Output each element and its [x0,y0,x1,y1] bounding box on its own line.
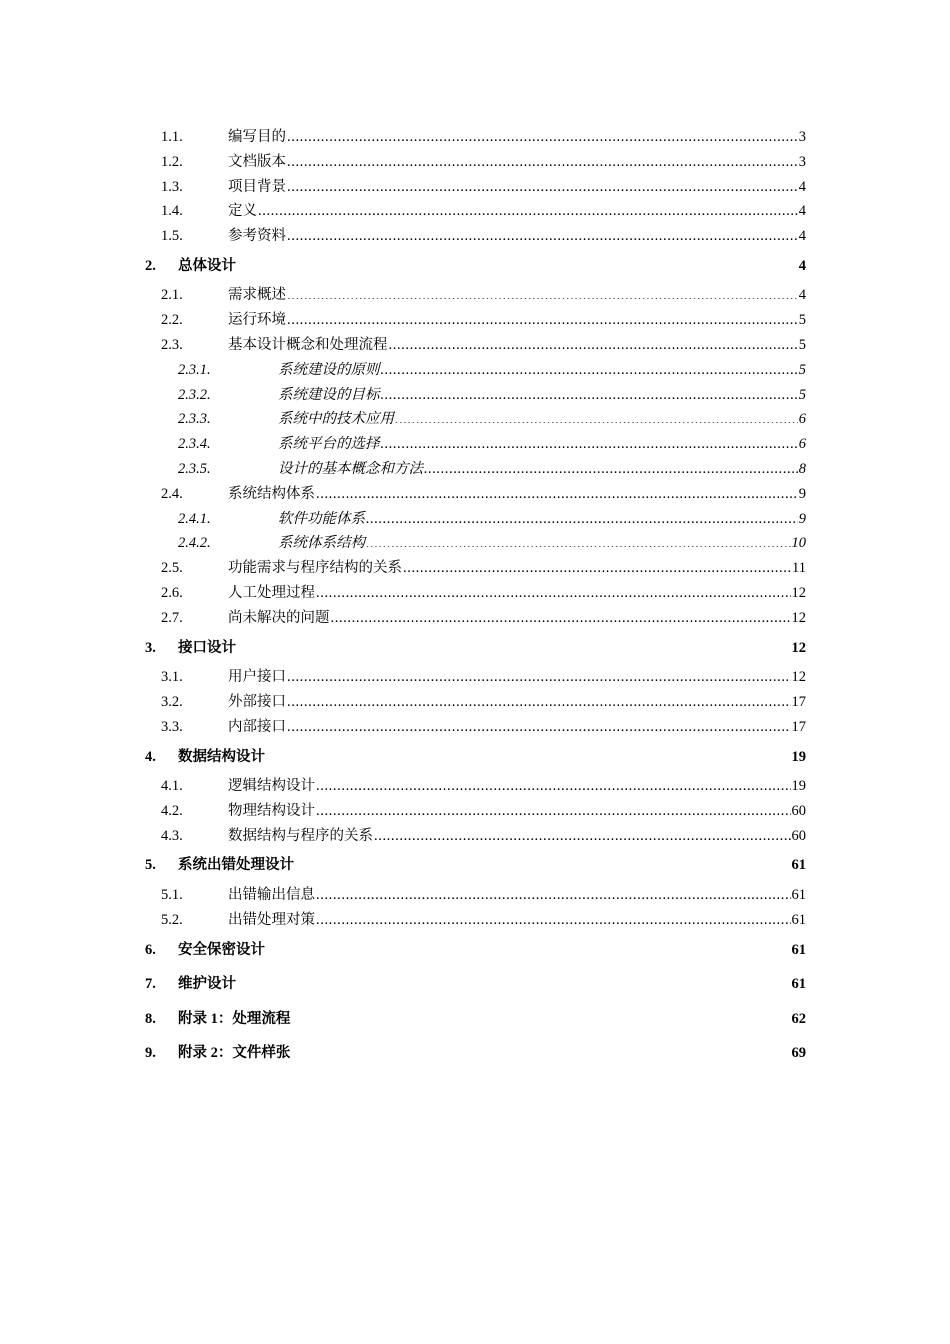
toc-subentry[interactable] [145,407,806,432]
toc-entry-number: 2.5. [161,560,183,577]
toc-entry-title: 尚未解决的问题 [228,609,330,626]
toc-subentry[interactable] [145,457,806,482]
toc-entry-page: 17 [791,693,806,710]
toc-entry-number: 2.3.1. [178,361,211,378]
toc-entry-number: 3.1. [161,669,183,686]
toc-entry-page: 5 [798,386,806,403]
dot-leader [291,1043,790,1058]
toc-entry-number: 2.6. [161,585,183,602]
toc-subentry[interactable] [145,531,806,556]
toc-entry-page: 12 [791,585,806,602]
toc-entry[interactable] [145,125,806,150]
dot-leader [237,974,791,989]
toc-entry[interactable] [145,665,806,690]
toc-entry-title: 项目背景 [228,178,286,195]
toc-entry[interactable] [145,308,806,333]
toc-chapter[interactable] [145,1036,806,1071]
toc-entry-page: 6 [798,411,806,428]
toc-entry-page: 19 [791,748,806,765]
toc-chapter[interactable] [145,848,806,883]
toc-entry-page: 10 [791,535,806,552]
dot-leader [287,691,791,706]
dot-leader [366,533,791,548]
toc-entry[interactable] [145,556,806,581]
dot-leader [287,151,798,166]
toc-entry-number: 5. [145,857,156,874]
toc-entry-title: 内部接口 [228,718,286,735]
toc-subentry[interactable] [145,507,806,532]
toc-entry-title: 系统建设的原则 [278,361,380,378]
toc-entry-number: 2.1. [161,287,183,304]
dot-leader [403,558,791,573]
toc-entry-page: 9 [798,485,806,502]
toc-entry-number: 8. [145,1010,156,1027]
toc-entry[interactable] [145,715,806,740]
toc-entry-page: 61 [791,857,806,874]
toc-entry-title: 系统平台的选择 [278,436,380,453]
toc-entry-number: 1.4. [161,203,183,220]
dot-leader [291,1008,790,1023]
toc-entry-title: 维护设计 [178,976,236,993]
toc-entry-title: 基本设计概念和处理流程 [228,337,388,354]
toc-entry-page: 12 [791,669,806,686]
toc-entry-page: 61 [791,976,806,993]
toc-entry-page: 5 [798,312,806,329]
toc-entry-title: 接口设计 [178,639,236,656]
toc-entry-title: 出错处理对策 [228,911,315,928]
toc-entry-title: 总体设计 [178,257,236,274]
table-of-contents [145,125,806,1071]
toc-entry-page: 19 [791,778,806,795]
dot-leader [237,637,791,652]
toc-entry-page: 4 [798,287,806,304]
toc-entry-title: 系统体系结构 [278,535,365,552]
toc-entry-page: 3 [798,129,806,145]
toc-entry-page: 4 [798,257,806,274]
toc-entry-title: 需求概述 [228,287,286,304]
toc-entry-page: 4 [798,203,806,220]
toc-entry-title: 功能需求与程序结构的关系 [228,560,402,577]
toc-entry-title: 系统结构体系 [228,485,315,502]
toc-entry-number: 6. [145,941,156,958]
dot-leader [389,335,798,350]
toc-entry-title: 数据结构与程序的关系 [228,827,373,844]
dot-leader [331,607,791,622]
toc-entry-number: 5.1. [161,886,183,903]
toc-entry-page: 61 [791,911,806,928]
toc-entry-title: 软件功能体系 [278,510,365,527]
toc-entry-page: 5 [798,361,806,378]
dot-leader [316,884,791,899]
toc-entry[interactable] [145,690,806,715]
dot-leader [381,359,798,374]
toc-entry[interactable] [145,175,806,200]
toc-entry-title: 编写目的 [228,129,286,145]
toc-entry-title: 附录 2：文件样张 [178,1045,291,1062]
toc-entry-title: 出错输出信息 [228,886,315,903]
toc-entry-number: 4.1. [161,778,183,795]
dot-leader [424,459,798,474]
toc-entry-title: 人工处理过程 [228,585,315,602]
dot-leader [374,825,791,840]
dot-leader [287,310,798,325]
toc-entry-title: 系统出错处理设计 [178,857,294,874]
toc-entry-page: 3 [798,153,806,170]
toc-entry-page: 60 [791,802,806,819]
toc-entry-page: 62 [791,1010,806,1027]
toc-entry-number: 2.3.3. [178,411,211,428]
dot-leader [287,285,798,300]
toc-subentry[interactable] [145,358,806,383]
toc-entry[interactable] [145,799,806,824]
dot-leader [295,855,791,870]
toc-entry-number: 2.3.5. [178,461,211,478]
toc-entry-title: 逻辑结构设计 [228,778,315,795]
toc-entry-page: 12 [791,609,806,626]
toc-entry-title: 定义 [228,203,257,220]
toc-entry-page: 11 [792,560,806,577]
toc-entry-page: 12 [791,639,806,656]
toc-entry-number: 2.4. [161,485,183,502]
dot-leader [316,583,791,598]
toc-entry-title: 附录 1：处理流程 [178,1010,291,1027]
dot-leader [395,409,798,424]
toc-entry-number: 1.2. [161,153,183,170]
toc-chapter[interactable] [145,249,806,284]
toc-entry[interactable] [145,283,806,308]
toc-entry-title: 系统中的技术应用 [278,411,394,428]
toc-chapter[interactable] [145,967,806,1002]
toc-entry-page: 4 [798,228,806,245]
toc-entry-number: 1.1. [161,129,183,145]
dot-leader [316,776,791,791]
toc-entry-title: 系统建设的目标 [278,386,380,403]
dot-leader [287,667,791,682]
toc-entry-number: 9. [145,1045,156,1062]
toc-entry-title: 运行环境 [228,312,286,329]
toc-entry-number: 3.2. [161,693,183,710]
toc-entry[interactable] [145,908,806,933]
toc-entry[interactable] [145,482,806,507]
dot-leader [381,434,798,449]
toc-entry-page: 9 [798,510,806,527]
toc-entry[interactable] [145,581,806,606]
toc-entry-number: 2.4.2. [178,535,211,552]
toc-entry-page: 60 [791,827,806,844]
toc-entry-page: 5 [798,337,806,354]
dot-leader [287,176,798,191]
toc-entry[interactable] [145,606,806,631]
toc-entry[interactable] [145,199,806,224]
toc-entry-number: 5.2. [161,911,183,928]
toc-entry-page: 8 [798,461,806,478]
toc-subentry[interactable] [145,432,806,457]
toc-entry-number: 2.3.4. [178,436,211,453]
toc-entry-page: 61 [791,941,806,958]
toc-chapter[interactable] [145,933,806,968]
toc-entry[interactable] [145,824,806,849]
toc-entry-number: 4.3. [161,827,183,844]
toc-entry-title: 物理结构设计 [228,802,315,819]
dot-leader [266,939,791,954]
toc-entry-page: 17 [791,718,806,735]
dot-leader [287,127,798,142]
toc-entry[interactable] [145,774,806,799]
toc-entry-number: 4. [145,748,156,765]
toc-chapter[interactable] [145,740,806,775]
dot-leader [366,508,798,523]
toc-entry-number: 2.2. [161,312,183,329]
toc-entry-number: 1.5. [161,228,183,245]
toc-entry-title: 参考资料 [228,228,286,245]
dot-leader [287,226,798,241]
toc-entry-number: 2. [145,257,156,274]
toc-entry-number: 2.3.2. [178,386,211,403]
toc-entry-number: 2.4.1. [178,510,211,527]
toc-chapter[interactable] [145,1002,806,1037]
toc-subentry[interactable] [145,383,806,408]
toc-entry-title: 数据结构设计 [178,748,265,765]
dot-leader [266,746,791,761]
toc-entry-page: 69 [791,1045,806,1062]
toc-entry[interactable] [145,883,806,908]
toc-entry-number: 1.3. [161,178,183,195]
toc-chapter[interactable] [145,631,806,666]
toc-entry-number: 7. [145,976,156,993]
toc-entry-number: 4.2. [161,802,183,819]
dot-leader [316,800,791,815]
dot-leader [237,255,798,270]
toc-entry-number: 3. [145,639,156,656]
toc-entry-title: 文档版本 [228,153,286,170]
toc-entry[interactable] [145,333,806,358]
toc-entry-number: 3.3. [161,718,183,735]
toc-entry[interactable] [145,224,806,249]
toc-entry-number: 2.7. [161,609,183,626]
toc-entry[interactable] [145,150,806,175]
dot-leader [381,384,798,399]
toc-entry-page: 4 [798,178,806,195]
toc-entry-number: 2.3. [161,337,183,354]
dot-leader [258,201,798,216]
toc-entry-title: 用户接口 [228,669,286,686]
toc-entry-title: 外部接口 [228,693,286,710]
toc-entry-title: 设计的基本概念和方法 [278,461,423,478]
toc-entry-page: 6 [798,436,806,453]
toc-entry-page: 61 [791,886,806,903]
dot-leader [316,909,791,924]
dot-leader [287,716,791,731]
toc-entry-title: 安全保密设计 [178,941,265,958]
dot-leader [316,483,798,498]
